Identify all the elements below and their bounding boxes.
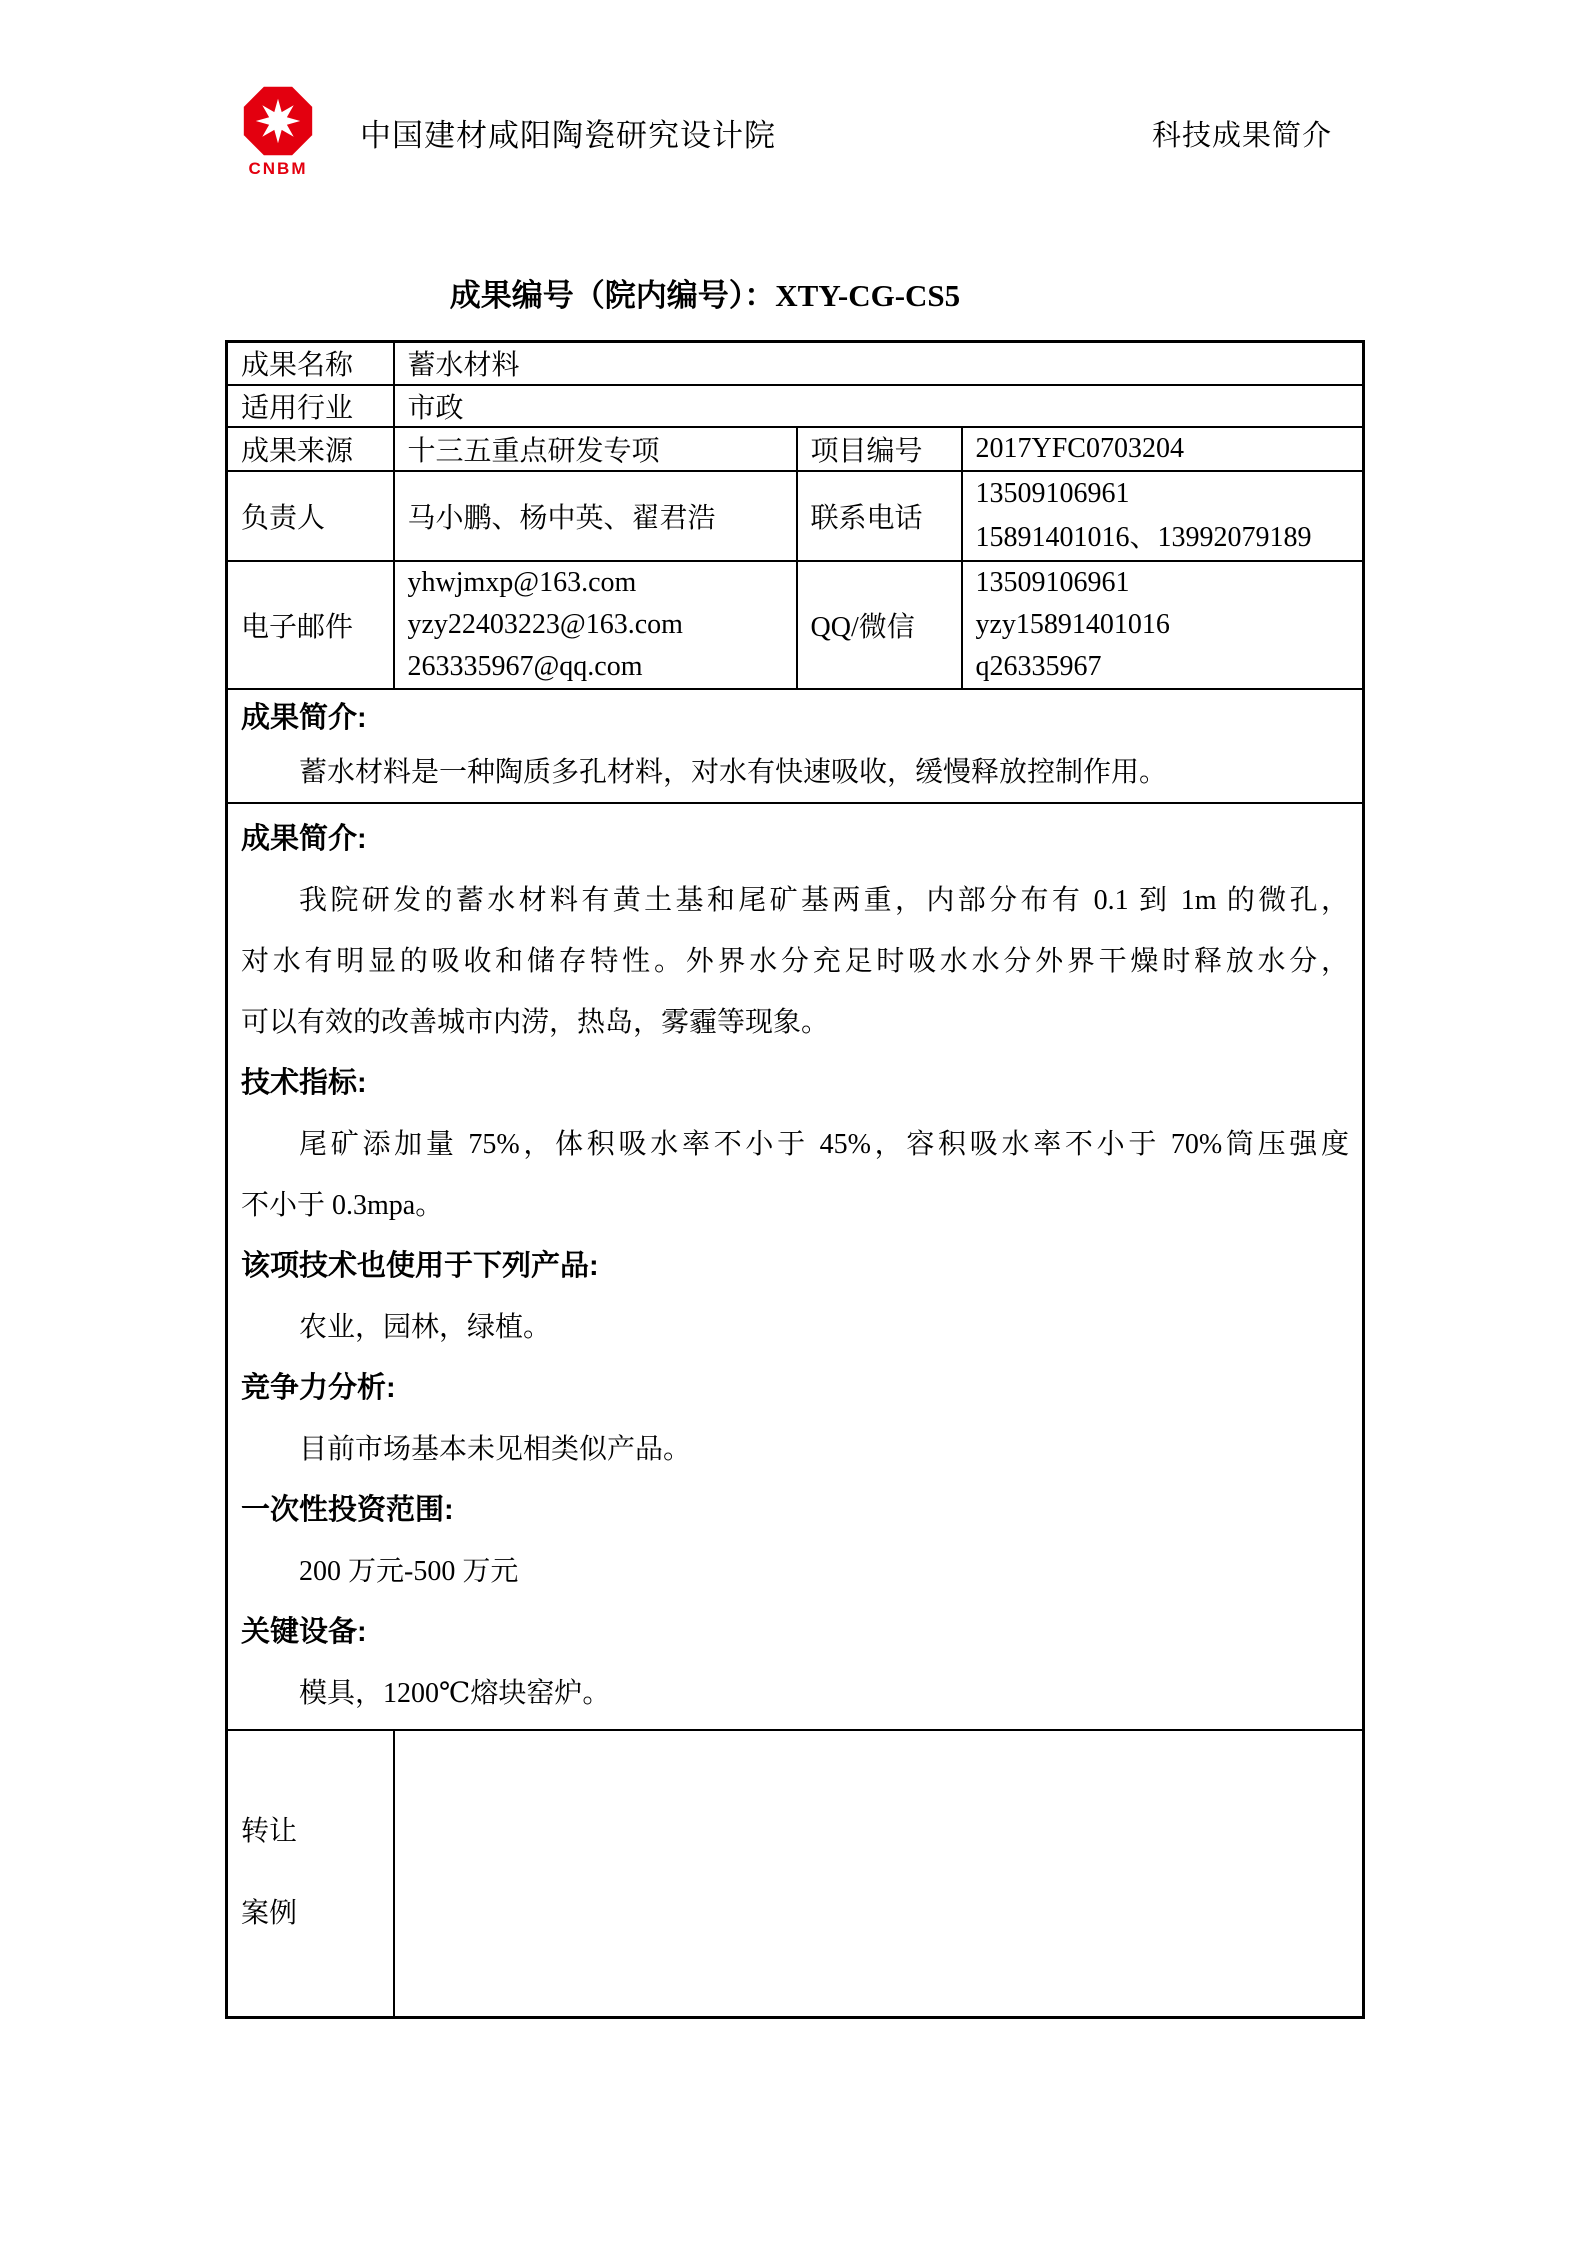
transfer-case-label	[227, 1730, 394, 2018]
institution-name: 中国建材咸阳陶瓷研究设计院	[360, 118, 776, 153]
row-achievement-name	[227, 342, 1364, 385]
row-leader-phone	[227, 471, 1364, 561]
competition-heading: 竞争力分析:	[241, 1371, 396, 1404]
detail-intro-line: 我院研发的蓄水材料有黄土基和尾矿基两重，内部分布有 0.1 到 1m 的微孔，	[299, 884, 1350, 916]
transfer-label-line: 案例	[241, 1898, 298, 1930]
transfer-case-content	[394, 1730, 1364, 2018]
email-line: yzy22403223@163.com	[407, 608, 683, 640]
field-label-phone: 联系电话	[797, 471, 962, 561]
row-source-project	[227, 427, 1364, 471]
cnbm-logo-text: CNBM	[248, 159, 308, 178]
cnbm-octagon-star-icon	[241, 84, 315, 158]
transfer-label-line: 转让	[241, 1816, 298, 1848]
tech-indicators-line: 尾矿添加量 75%，体积吸水率不小于 45%，容积吸水率不小于 70%筒压强度	[299, 1128, 1350, 1160]
field-value-project-no: 2017YFC0703204	[962, 427, 1364, 471]
tech-indicators-heading: 技术指标:	[241, 1066, 367, 1099]
doc-type-label: 科技成果简介	[1151, 120, 1332, 152]
field-value-qq-wechat	[962, 561, 1364, 689]
row-brief-summary	[227, 689, 1364, 803]
competition-line: 目前市场基本未见相类似产品。	[299, 1433, 692, 1465]
achievement-form-table	[225, 340, 1365, 2019]
field-label-qq-wechat: QQ/微信	[797, 561, 962, 689]
phone-line: 15891401016、13992079189	[975, 521, 1312, 553]
row-transfer-case	[227, 1730, 1364, 2018]
cnbm-logo	[238, 84, 318, 179]
detail-intro-line: 可以有效的改善城市内涝，热岛，雾霾等现象。	[241, 1006, 830, 1038]
page-title: 成果编号（院内编号）：XTY-CG-CS5	[449, 278, 961, 313]
email-line: 263335967@qq.com	[407, 650, 643, 682]
other-products-heading: 该项技术也使用于下列产品:	[241, 1249, 599, 1282]
field-value-source: 十三五重点研发专项	[394, 427, 797, 471]
qq-line: 13509106961	[975, 566, 1130, 598]
brief-summary-text: 蓄水材料是一种陶质多孔材料，对水有快速吸收，缓慢释放控制作用。	[299, 757, 1168, 788]
email-line: yhwjmxp@163.com	[407, 566, 637, 598]
brief-summary-cell	[227, 689, 1364, 803]
field-value-leader: 马小鹏、杨中英、翟君浩	[394, 471, 797, 561]
equipment-line: 模具，1200℃熔块窑炉。	[299, 1677, 611, 1709]
field-label-achievement-name: 成果名称	[227, 342, 394, 385]
row-industry	[227, 385, 1364, 427]
tech-indicators-line: 不小于 0.3mpa。	[241, 1189, 444, 1221]
qq-line: q26335967	[975, 650, 1102, 682]
other-products-line: 农业，园林，绿植。	[299, 1311, 552, 1343]
phone-line: 13509106961	[975, 477, 1130, 509]
field-value-achievement-name: 蓄水材料	[394, 342, 1364, 385]
detail-intro-line: 对水有明显的吸收和储存特性。外界水分充足时吸水水分外界干燥时释放水分，	[241, 945, 1350, 977]
field-value-industry: 市政	[394, 385, 1364, 427]
brief-summary-heading: 成果简介:	[241, 702, 367, 734]
field-label-source: 成果来源	[227, 427, 394, 471]
field-value-phone	[962, 471, 1364, 561]
detail-cell	[227, 803, 1364, 1730]
field-label-email: 电子邮件	[227, 561, 394, 689]
qq-line: yzy15891401016	[975, 608, 1170, 640]
investment-line: 200 万元-500 万元	[299, 1555, 519, 1587]
detail-intro-heading: 成果简介:	[241, 822, 367, 855]
field-value-email	[394, 561, 797, 689]
row-email-qq	[227, 561, 1364, 689]
field-label-leader: 负责人	[227, 471, 394, 561]
investment-heading: 一次性投资范围:	[241, 1493, 454, 1526]
field-label-industry: 适用行业	[227, 385, 394, 427]
equipment-heading: 关键设备:	[241, 1615, 367, 1648]
field-label-project-no: 项目编号	[797, 427, 962, 471]
row-detail	[227, 803, 1364, 1730]
